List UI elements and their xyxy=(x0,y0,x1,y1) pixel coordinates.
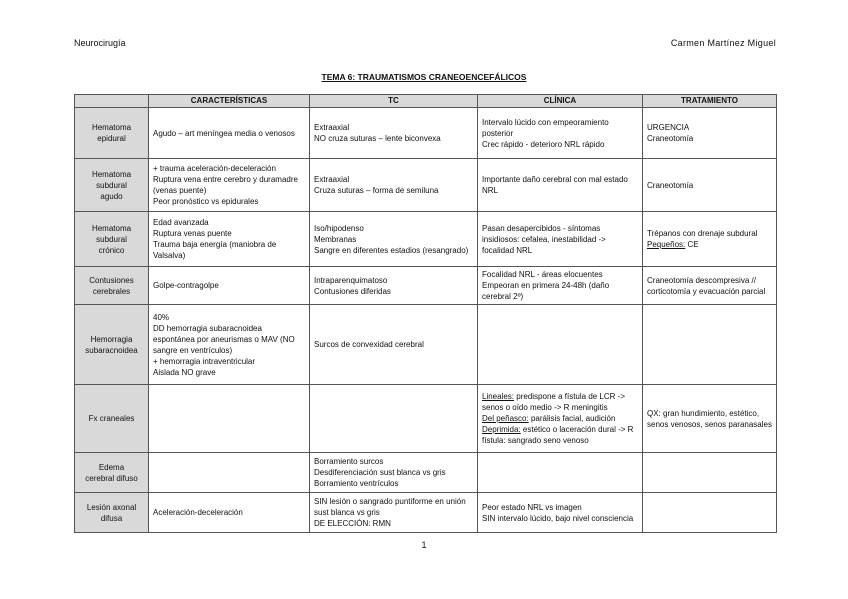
cell-line: Importante daño cerebral con mal estado NRL xyxy=(482,175,628,195)
cell-line: Membranas xyxy=(314,234,357,244)
clinica-cell xyxy=(478,159,643,212)
cell-line: Craneotomía xyxy=(647,134,694,143)
clinica-cell xyxy=(478,212,643,267)
clinica-cell xyxy=(478,385,643,453)
tratamiento-cell xyxy=(643,159,777,212)
entity-line: agudo xyxy=(100,191,123,201)
tratamiento-cell xyxy=(643,212,777,267)
caracteristicas-cell xyxy=(149,108,310,159)
cell-line: Aislada NO grave xyxy=(153,367,216,377)
entity-line: Hematoma xyxy=(91,123,132,132)
entity-cell xyxy=(75,159,149,212)
cell-line: Focalidad NRL - áreas elocuentes xyxy=(482,270,603,279)
tratamiento-label: Pequeños: xyxy=(647,240,686,249)
cell-line: + trauma aceleración-deceleración xyxy=(153,164,276,173)
entity-line: difusa xyxy=(100,513,123,523)
entity-line: Hemorragia xyxy=(90,334,133,344)
cell-line: Cruza suturas – forma de semiluna xyxy=(314,186,439,195)
tc-cell xyxy=(310,385,478,453)
table-row xyxy=(75,385,777,453)
cell-line: Pasan desapercibidos - síntomas insidiosos: cefalea, inestabilidad -> focalidad NRL xyxy=(482,223,606,255)
tratamiento-cell xyxy=(643,385,777,453)
cell-line: Aceleración-deceleración xyxy=(153,508,243,517)
cell-line: 40% xyxy=(153,312,170,322)
cell-line: Crec rápido - deterioro NRL rápido xyxy=(482,139,605,149)
cell-line: Extraaxial xyxy=(314,123,350,132)
cell-line: Agudo – art meníngea media o venosos xyxy=(153,128,295,138)
cell-line: Borramiento ventrículos xyxy=(314,479,399,488)
tratamiento-cell xyxy=(643,453,777,493)
tratamiento-cell xyxy=(643,108,777,159)
cell-line: DE ELECCIÓN: RMN xyxy=(314,519,391,528)
table-row xyxy=(75,267,777,305)
table-row xyxy=(75,493,777,533)
clinica-cell xyxy=(478,493,643,533)
caracteristicas-cell xyxy=(149,212,310,267)
entity-cell xyxy=(75,453,149,493)
clinica-cell xyxy=(478,453,643,493)
cell-line: URGENCIA xyxy=(647,123,690,132)
cell-line: Intraparenquimatoso xyxy=(314,275,388,285)
caracteristicas-cell xyxy=(149,493,310,533)
entity-cell xyxy=(75,108,149,159)
entity-line: crónico xyxy=(98,245,125,255)
caracteristicas-cell xyxy=(149,159,310,212)
entity-cell xyxy=(75,212,149,267)
header-cell-tc: TC xyxy=(310,95,478,108)
cell-line: Trauma baja energía (maniobra de Valsalva) xyxy=(153,240,277,260)
table-row xyxy=(75,108,777,159)
clinica-item-label: Lineales: xyxy=(482,392,515,401)
cell-line: SIN lesión o sangrado puntiforme en unión sust blanca vs gris xyxy=(314,497,466,517)
cell-line: Empeoran en primera 24-48h (daño cerebral 2º) xyxy=(482,281,610,301)
header-cell-empty xyxy=(75,95,149,108)
cell-line: Craneotomía descompresiva // corticotomía y evacuación parcial xyxy=(647,275,766,296)
clinica-item xyxy=(482,391,638,413)
cell-line: Trépanos con drenaje subdural xyxy=(647,229,758,238)
entity-line: Lesión axonal xyxy=(86,502,137,512)
entity-line: Hematoma xyxy=(91,169,132,179)
header-author: Carmen Martínez Miguel xyxy=(670,38,776,48)
cell-line: Golpe-contragolpe xyxy=(153,281,219,290)
page-number: 1 xyxy=(421,540,427,550)
clinica-item-label: Deprimida: xyxy=(482,425,521,434)
caracteristicas-cell xyxy=(149,385,310,453)
clinica-item-text: parálisis facial, audición xyxy=(530,414,616,423)
caracteristicas-cell xyxy=(149,453,310,493)
cell-line: NO cruza suturas – lente biconvexa xyxy=(314,134,441,143)
cell-line: Desdiferenciación sust blanca vs gris xyxy=(314,468,446,477)
table-row xyxy=(75,453,777,493)
cell-line: Craneotomía xyxy=(647,180,694,190)
caracteristicas-cell xyxy=(149,267,310,305)
entity-line: Hematoma xyxy=(91,223,132,233)
tc-cell xyxy=(310,493,478,533)
tratamiento-cell xyxy=(643,267,777,305)
cell-line: Extraaxial xyxy=(314,175,350,184)
cell-line xyxy=(647,239,772,250)
tc-cell xyxy=(310,453,478,493)
cell-line: Contusiones diferidas xyxy=(314,286,391,296)
caracteristicas-cell xyxy=(149,305,310,385)
trauma-table xyxy=(74,94,777,533)
cell-line: QX: gran hundimiento, estético, senos venosos, senos paranasales xyxy=(647,408,772,429)
entity-line: cerebral difuso xyxy=(85,473,138,483)
cell-line: SIN intervalo lúcido, bajo nivel consciencia xyxy=(482,513,634,523)
table-header-row xyxy=(75,95,777,108)
entity-line: subdural xyxy=(96,234,127,244)
entity-cell xyxy=(75,305,149,385)
entity-line: cerebrales xyxy=(92,286,131,296)
cell-line: Sangre en diferentes estadios (resangrado) xyxy=(314,245,469,255)
document-title: TEMA 6: TRAUMATISMOS CRANEOENCEFÁLICOS xyxy=(321,72,527,82)
tc-cell xyxy=(310,159,478,212)
entity-line: Edema xyxy=(98,462,125,472)
tratamiento-cell xyxy=(643,493,777,533)
cell-line: Surcos de convexidad cerebral xyxy=(314,340,424,349)
cell-line: Borramiento surcos xyxy=(314,457,384,466)
entity-line: Fx craneales xyxy=(88,414,135,423)
tc-cell xyxy=(310,267,478,305)
tratamiento-value: CE xyxy=(687,240,699,249)
clinica-item-text: predispone a fístula de LCR -> senos o oído medio -> R meningitis xyxy=(482,392,625,412)
clinica-item xyxy=(482,413,638,424)
entity-cell xyxy=(75,385,149,453)
entity-line: epidural xyxy=(97,134,126,143)
clinica-item-label: Del peñasco: xyxy=(482,414,529,423)
cell-line: Intervalo lúcido con empeoramiento posterior xyxy=(482,117,609,138)
header-cell-tratamiento: TRATAMIENTO xyxy=(643,95,777,108)
table-row xyxy=(75,305,777,385)
tc-cell xyxy=(310,212,478,267)
tratamiento-cell xyxy=(643,305,777,385)
clinica-item xyxy=(482,424,638,446)
entity-cell xyxy=(75,493,149,533)
header-subject: Neurocirugía xyxy=(74,38,126,48)
cell-line: Peor pronóstico vs epidurales xyxy=(153,197,259,206)
tc-cell xyxy=(310,108,478,159)
entity-line: subdural xyxy=(96,180,127,190)
cell-line: DD hemorragia subaracnoidea espontánea por aneurismas o MAV (NO sangre en ventrículos) xyxy=(153,323,295,355)
tc-cell xyxy=(310,305,478,385)
clinica-cell xyxy=(478,305,643,385)
clinica-cell xyxy=(478,108,643,159)
entity-line: Contusiones xyxy=(89,275,134,285)
cell-line: + hemorragia intraventricular xyxy=(153,356,256,366)
table-row xyxy=(75,159,777,212)
clinica-cell xyxy=(478,267,643,305)
header-cell-caracteristicas: CARACTERÍSTICAS xyxy=(149,95,310,108)
cell-line: Ruptura venas puente xyxy=(153,229,232,238)
cell-line: Ruptura vena entre cerebro y duramadre (venas puente) xyxy=(153,175,298,195)
entity-line: subaracnoidea xyxy=(85,345,138,355)
cell-line: Iso/hipodenso xyxy=(314,223,364,233)
cell-line: Edad avanzada xyxy=(153,218,209,227)
entity-cell xyxy=(75,267,149,305)
header-cell-clinica: CLÍNICA xyxy=(478,95,643,108)
clinica-item-text: estético o laceración dural -> R fístula: sangrado seno venoso xyxy=(482,425,634,445)
cell-line: Peor estado NRL vs imagen xyxy=(482,502,582,512)
table-row xyxy=(75,212,777,267)
